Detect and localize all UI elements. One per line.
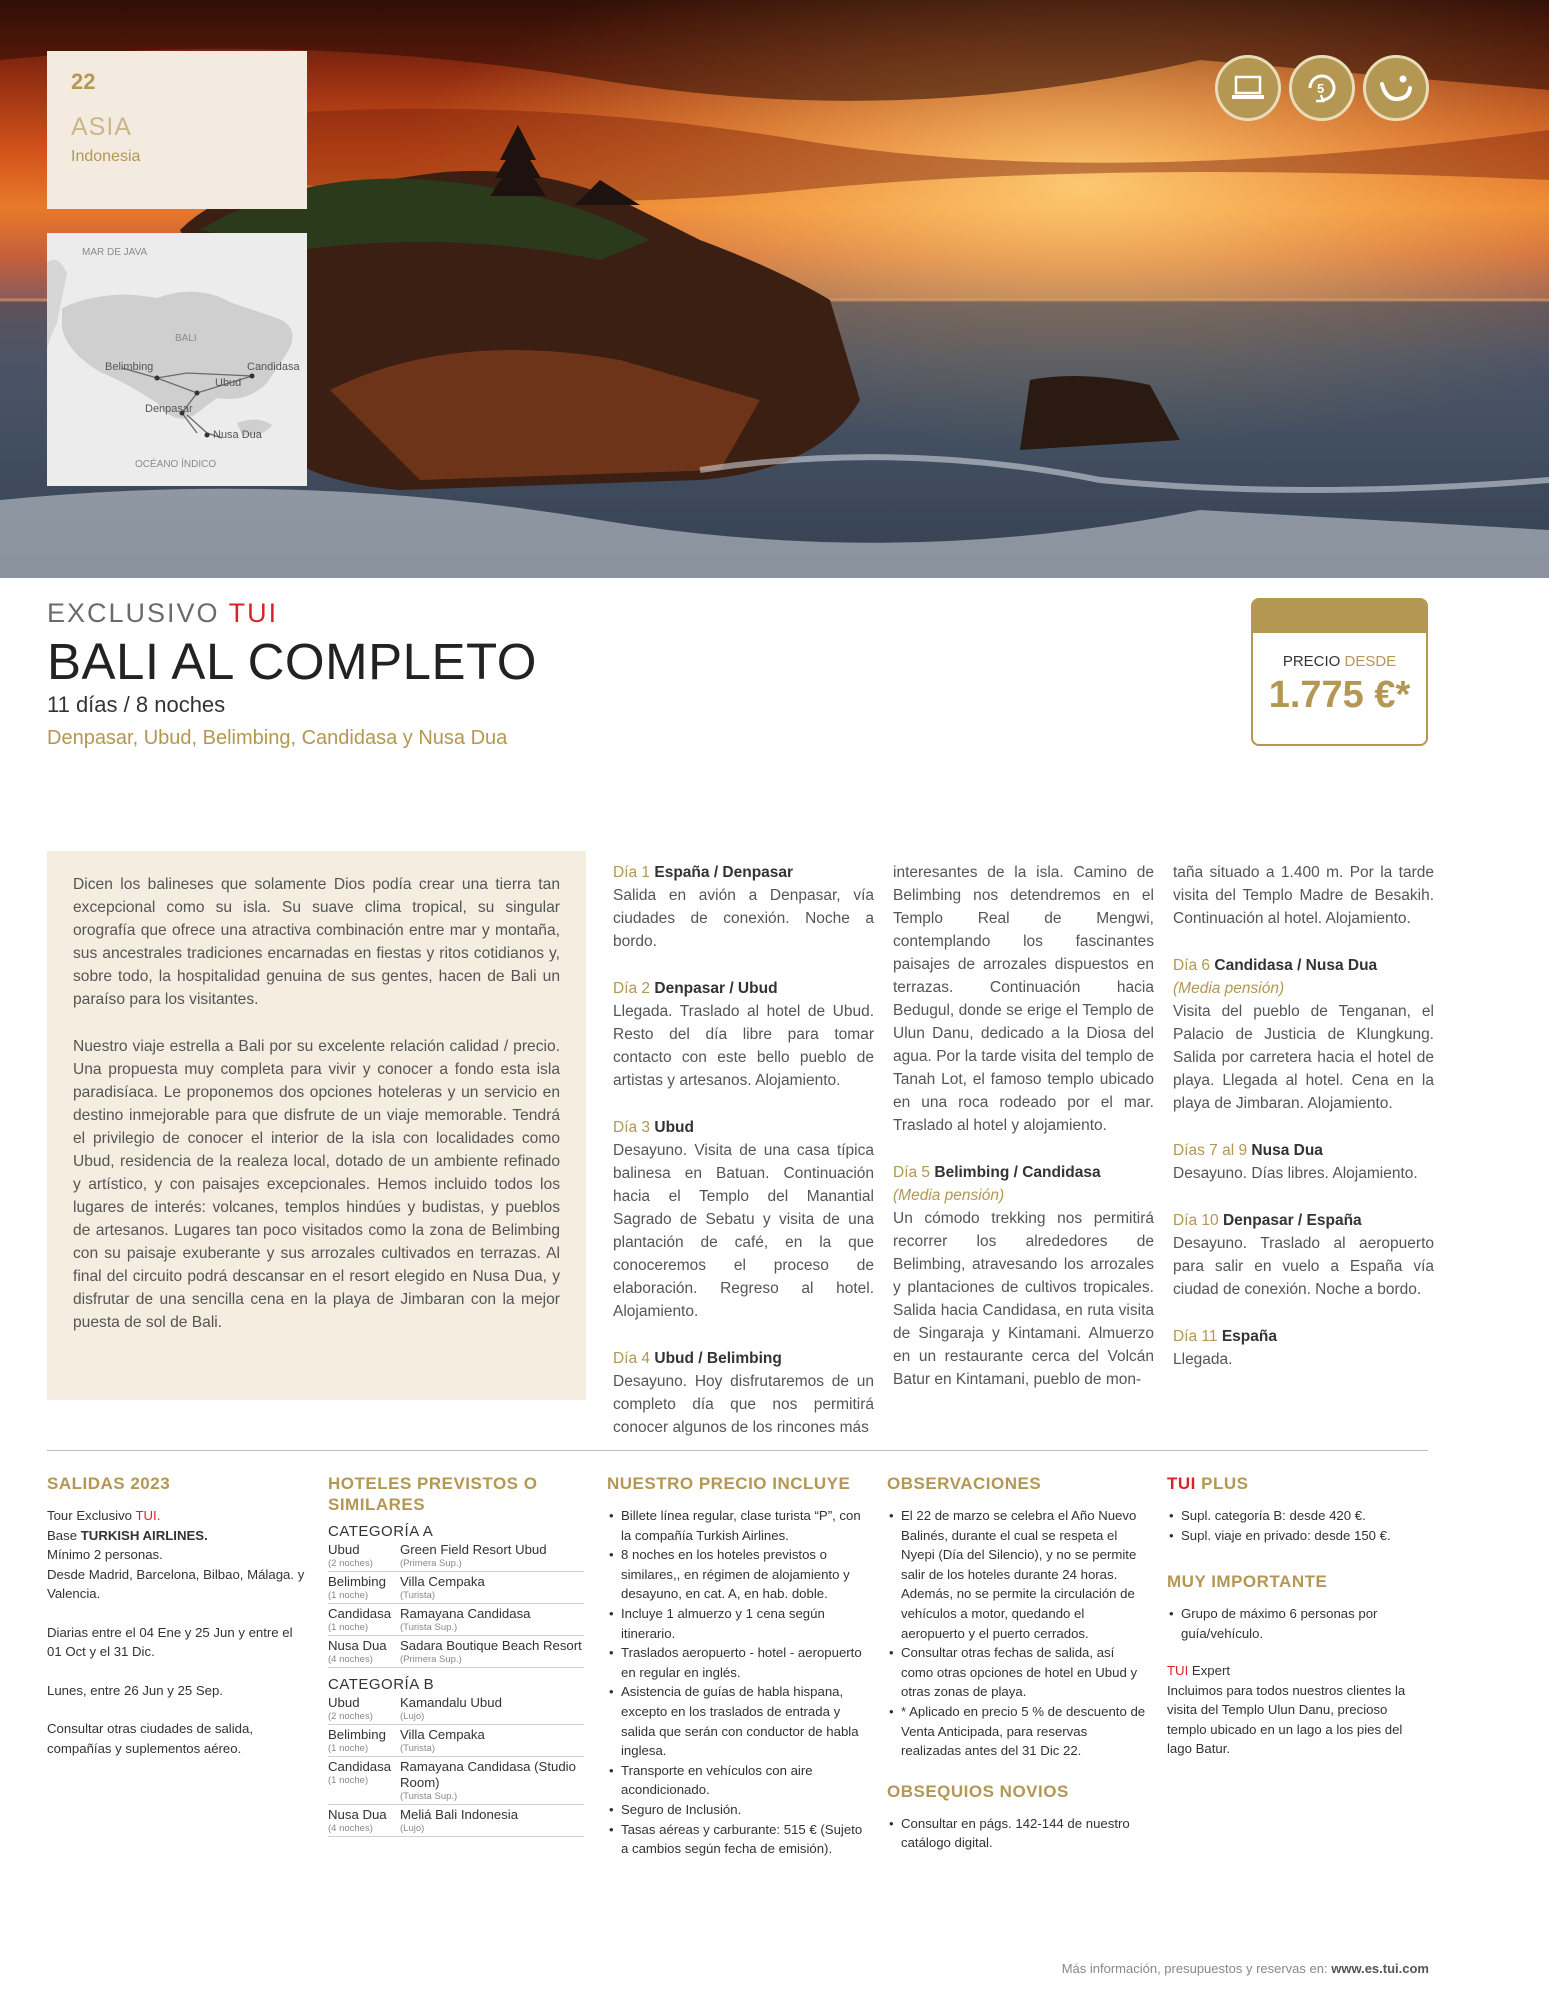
hotel-city: Nusa Dua — [328, 1638, 387, 1653]
price-box — [1251, 598, 1428, 746]
intro-paragraph: Nuestro viaje estrella a Bali por su excelente relación calidad / precio. Una propuesta muy completa para vivir y conocer a fondo esta isla paradisíaca. Le proponemos dos opciones hoteleras y un servicio en destino inmejorable para que disfrute de un viaje memorable. Tendrá el privilegio de conocer el interior de la isla con localidades como Ubud, residencia de la realeza local, dotado de un ambiente refinado y artístico, y con paisajes excepcionales. Hemos incluido todos los lugares de interés: volcanes, templos hindúes y budistas, y pueblos de artesanos. Lugares tan poco visitados como la zona de Belimbing con su paisaje exuberante y sus arrozales cultivados en terrazas. Al final del circuito podrá descansar en el resort elegido en Nusa Dua, y disfrutar de una sencilla cena en la playa de Jimbaran con la mejor puesta de sol de Bali. — [73, 1038, 560, 1331]
map-city-denpasar: Denpasar — [145, 403, 193, 415]
day-title: España — [1221, 1328, 1277, 1345]
day-11 — [1173, 1325, 1434, 1371]
list-item: • Transporte en vehículos con aire acondicionado. — [607, 1761, 867, 1800]
hotel-category: (Primera Sup.) — [400, 1654, 462, 1665]
hotel-nights: (1 noche) — [328, 1775, 369, 1786]
day-text: Desayuno. Hoy disfrutaremos de un completo día que nos permitirá conocer algunos de los rincones más — [613, 1373, 874, 1436]
base-line — [47, 1526, 309, 1546]
hotel-row — [328, 1606, 584, 1636]
day-title: Belimbing / Candidasa — [934, 1164, 1101, 1181]
hotel-name-cell — [400, 1727, 584, 1755]
hotel-row — [328, 1727, 584, 1757]
footer-link[interactable]: www.es.tui.com — [1331, 1961, 1429, 1976]
day-5 — [893, 1161, 1154, 1391]
price-band — [1253, 600, 1426, 633]
hotel-city: Candidasa — [328, 1759, 392, 1774]
hotel-name: Kamandalu Ubud — [400, 1695, 502, 1710]
day-title: Ubud — [654, 1119, 694, 1136]
day-1 — [613, 861, 874, 953]
observations-heading: OBSERVACIONES — [887, 1474, 1042, 1493]
price-label-main: PRECIO — [1282, 653, 1341, 670]
list-item: • Billete línea regular, clase turista “P”, con la compañía Turkish Airlines. — [607, 1506, 867, 1545]
hotel-city: Belimbing — [328, 1727, 386, 1742]
hotel-category: (Lujo) — [400, 1823, 425, 1834]
map-label-ocean: OCÉANO ÍNDICO — [135, 459, 217, 470]
hotel-category: (Turista) — [400, 1590, 436, 1601]
day-title: Candidasa / Nusa Dua — [1214, 957, 1378, 974]
country-label: Indonesia — [71, 148, 141, 165]
hotel-nights: (1 noche) — [328, 1743, 369, 1754]
day-text: Visita del pueblo de Tenganan, el Palacio de Justicia de Klungkung. Salida por carretera hacia el hotel de playa. Llegada al hotel. Cena en la playa de Jimbaran. Alojamiento. — [1173, 1003, 1434, 1112]
five-star-icon — [1289, 55, 1355, 121]
base-label: Base — [47, 1527, 78, 1543]
tui-expert-text: Incluimos para todos nuestros clientes la visita del Templo Ulun Danu, precioso templo ubicado en un lago a los pies del lago Batur. — [1167, 1682, 1406, 1757]
laptop-icon — [1215, 55, 1281, 121]
hotel-nights: (4 noches) — [328, 1654, 373, 1665]
list-item: • 8 noches en los hoteles previstos o similares,, en régimen de alojamiento y desayuno, en cat. A, en hab. doble. — [607, 1545, 867, 1604]
salidas-section — [47, 1473, 309, 1758]
bali-island-shape — [47, 233, 307, 486]
day-text: Desayuno. Traslado al aeropuerto para salir en vuelo a España vía ciudad de conexión. Noche a bordo. — [1173, 1235, 1434, 1298]
day-label: Día 4 — [613, 1350, 651, 1367]
honeymoon-heading: OBSEQUIOS NOVIOS — [887, 1781, 1069, 1801]
hotel-name: Meliá Bali Indonesia — [400, 1807, 519, 1822]
day-5-continued — [1173, 861, 1434, 930]
hotel-nights: (4 noches) — [328, 1823, 373, 1834]
day-label: Día 6 — [1173, 957, 1211, 974]
map-city-nusa-dua: Nusa Dua — [213, 429, 262, 441]
day-4 — [613, 1347, 874, 1439]
map-label-sea: MAR DE JAVA — [82, 247, 148, 258]
hotel-row — [328, 1807, 584, 1837]
hotel-city-cell — [328, 1727, 400, 1755]
day-label: Día 10 — [1173, 1212, 1219, 1229]
hotel-name-cell — [400, 1759, 584, 1803]
brand-tui: TUI — [1167, 1474, 1196, 1493]
intro-box — [47, 851, 586, 1400]
salidas-heading: SALIDAS 2023 — [47, 1474, 171, 1493]
day-label: Día 3 — [613, 1119, 651, 1136]
day-3 — [613, 1116, 874, 1323]
exclusive-label — [47, 598, 278, 629]
feature-icons — [1215, 55, 1429, 121]
section-divider — [47, 1450, 1428, 1451]
list-item: • El 22 de marzo se celebra el Año Nuevo Balinés, durante el cual se respeta el Nyepi (Día del Silencio), y no se permite salir de los hoteles durante 24 horas. Además, no se permite la circulación de vehículos a motor, quedando el aeropuerto y el puerto cerrados. — [887, 1506, 1149, 1643]
day-10 — [1173, 1209, 1434, 1301]
plus-list — [1167, 1506, 1429, 1545]
includes-section — [607, 1473, 867, 1859]
tui-expert-heading — [1167, 1661, 1429, 1681]
day-label: Días 7 al 9 — [1173, 1142, 1248, 1159]
hotel-row — [328, 1542, 584, 1572]
hotel-name-cell — [400, 1542, 584, 1570]
list-item: • Asistencia de guías de habla hispana, excepto en los traslados de entrada y salida que serán con conductor de habla inglesa. — [607, 1682, 867, 1760]
observations-section — [887, 1473, 1149, 1853]
hotel-city: Ubud — [328, 1542, 360, 1557]
hotel-nights: (1 noche) — [328, 1622, 369, 1633]
day-label: Día 1 — [613, 864, 651, 881]
hotel-name-cell — [400, 1574, 584, 1602]
hotel-city-cell — [328, 1695, 400, 1723]
category-b-hotels — [328, 1695, 584, 1837]
day-text: Llegada. Traslado al hotel de Ubud. Resto del día libre para tomar contacto con este bello pueblo de artistas y artesanos. Alojamiento. — [613, 1003, 874, 1089]
trip-route: Denpasar, Ubud, Belimbing, Candidasa y Nusa Dua — [47, 727, 508, 749]
hotel-city-cell — [328, 1807, 400, 1835]
hotel-city: Belimbing — [328, 1574, 386, 1589]
map-city-candidasa: Candidasa — [247, 361, 300, 373]
region-label: ASIA — [71, 113, 132, 141]
day-text: Salida en avión a Denpasar, vía ciudades de conexión. Noche a bordo. — [613, 887, 874, 950]
day-meal: (Media pensión) — [893, 1187, 1005, 1204]
list-item: • Supl. categoría B: desde 420 €. — [1167, 1506, 1429, 1526]
departure-dates: Diarias entre el 04 Ene y 25 Jun y entre el 01 Oct y el 31 Dic. — [47, 1624, 293, 1659]
hotel-city-cell — [328, 1574, 400, 1602]
day-title: Nusa Dua — [1251, 1142, 1323, 1159]
hotel-category: (Turista Sup.) — [400, 1622, 458, 1633]
departure-dates: Lunes, entre 26 Jun y 25 Sep. — [47, 1682, 223, 1698]
itinerary-column-3 — [1173, 861, 1434, 1395]
hotel-name-cell — [400, 1606, 584, 1634]
brand-tui: TUI — [1167, 1663, 1189, 1679]
category-a-label: CATEGORÍA A — [328, 1523, 434, 1540]
hotel-name: Villa Cempaka — [400, 1727, 485, 1742]
itinerary-column-1 — [613, 861, 874, 1463]
hotel-name: Ramayana Candidasa — [400, 1606, 531, 1621]
day-label: Día 11 — [1173, 1328, 1218, 1345]
hotel-city-cell — [328, 1542, 400, 1570]
hotel-category: (Primera Sup.) — [400, 1558, 462, 1569]
day-2 — [613, 977, 874, 1092]
hotel-category: (Turista) — [400, 1743, 436, 1754]
hotel-city-cell — [328, 1606, 400, 1634]
plus-label: PLUS — [1201, 1474, 1249, 1493]
hotels-section — [328, 1473, 584, 1839]
exclusive-prefix: EXCLUSIVO — [47, 598, 220, 628]
hotel-nights: (1 noche) — [328, 1590, 369, 1601]
list-item: • * Aplicado en precio 5 % de descuento de Venta Anticipada, para reservas realizadas antes del 31 Dic 22. — [887, 1702, 1149, 1761]
tour-text: Tour Exclusivo — [47, 1508, 133, 1523]
hotel-name: Villa Cempaka — [400, 1574, 485, 1589]
day-text: interesantes de la isla. Camino de Belimbing nos detendremos en el Templo Real de Mengwi, contemplando los fascinantes paisajes de arrozales dispuestos en terrazas. Continuación hacia Bedugul, donde se erige el Templo de Ulun Danu, dedicado a la Diosa del agua. Por la tarde visita del templo de Tanah Lot, el famoso templo ubicado en una roca rodeado por el mar. Traslado al hotel y alojamiento. — [893, 864, 1154, 1134]
hotel-row — [328, 1695, 584, 1725]
itinerary-column-2 — [893, 861, 1154, 1415]
map-label-island: BALI — [175, 333, 197, 344]
list-item: • Grupo de máximo 6 personas por guía/vehículo. — [1167, 1604, 1429, 1643]
hotel-name: Ramayana Candidasa (Studio Room) — [400, 1759, 576, 1790]
hotel-name: Sadara Boutique Beach Resort — [400, 1638, 582, 1653]
hotel-name-cell — [400, 1807, 584, 1835]
hotel-category: (Lujo) — [400, 1711, 425, 1722]
hotel-city: Ubud — [328, 1695, 360, 1710]
airline-name: TURKISH AIRLINES. — [80, 1527, 208, 1543]
hotel-nights: (2 noches) — [328, 1711, 373, 1722]
hotel-city: Nusa Dua — [328, 1807, 387, 1822]
expert-label: Expert — [1191, 1663, 1231, 1679]
category-b-label: CATEGORÍA B — [328, 1676, 435, 1693]
category-a-hotels — [328, 1542, 584, 1668]
list-item: • Consultar otras fechas de salida, así como otras opciones de hotel en Ubud y otras zonas de playa. — [887, 1643, 1149, 1702]
brand-tui: TUI — [228, 598, 279, 628]
tour-brand: TUI. — [135, 1508, 161, 1523]
trip-title: BALI AL COMPLETO — [47, 633, 537, 690]
footer-text: Más información, presupuestos y reservas en: — [1061, 1961, 1328, 1976]
day-title: España / Denpasar — [654, 864, 794, 881]
hotel-row — [328, 1759, 584, 1805]
tui-plus-heading — [1167, 1473, 1429, 1494]
important-list — [1167, 1604, 1429, 1643]
hotel-city-cell — [328, 1759, 400, 1803]
list-item: • Incluye 1 almuerzo y 1 cena según itinerario. — [607, 1604, 867, 1643]
map-city-belimbing: Belimbing — [105, 361, 154, 373]
price-label-desde: DESDE — [1344, 653, 1397, 670]
day-text: Un cómodo trekking nos permitirá recorrer los alrededores de Belimbing, atravesando los arrozales y plantaciones de cultivos tropicales. Salida hacia Candidasa, en ruta visita de Singaraja y Kintamani. Almuerzo en un restaurante cerca del Volcán Batur en Kintamani, pueblo de mon- — [893, 1210, 1154, 1388]
svg-text:5: 5 — [1317, 81, 1325, 96]
day-text: Desayuno. Visita de una casa típica balinesa en Batuan. Continuación hacia el Templo del Manantial Sagrado de Sebatu y visita de una plantación de café, en la que conoceremos el proceso de elaboración. Regreso al hotel. Alojamiento. — [613, 1142, 874, 1320]
day-title: Denpasar / España — [1222, 1212, 1362, 1229]
day-text: Llegada. — [1173, 1351, 1233, 1368]
salidas-note: Consultar otras ciudades de salida, compañías y suplementos aéreo. — [47, 1721, 253, 1756]
hotels-heading: HOTELES PREVISTOS O SIMILARES — [328, 1474, 538, 1514]
day-label: Día 5 — [893, 1164, 931, 1181]
price-amount: 1.775 €* — [1268, 674, 1411, 716]
includes-list — [607, 1506, 867, 1859]
important-heading: MUY IMPORTANTE — [1167, 1572, 1328, 1592]
day-6 — [1173, 954, 1434, 1115]
hotel-category: (Turista Sup.) — [400, 1791, 458, 1802]
minimum-people: Mínimo 2 personas. — [47, 1547, 163, 1562]
day-text: Desayuno. Días libres. Alojamiento. — [1173, 1165, 1418, 1182]
includes-heading: NUESTRO PRECIO INCLUYE — [607, 1474, 851, 1493]
hotel-city: Candidasa — [328, 1606, 392, 1621]
observations-list — [887, 1506, 1149, 1761]
departure-cities: Desde Madrid, Barcelona, Bilbao, Málaga. y Valencia. — [47, 1566, 305, 1601]
page-number: 22 — [71, 69, 96, 94]
hotel-nights: (2 noches) — [328, 1558, 373, 1569]
hotel-row — [328, 1574, 584, 1604]
day-title: Denpasar / Ubud — [654, 980, 778, 997]
list-item: • Supl. viaje en privado: desde 150 €. — [1167, 1526, 1429, 1546]
day-4-continued — [893, 861, 1154, 1137]
tui-smile-icon — [1363, 55, 1429, 121]
hotel-city-cell — [328, 1638, 400, 1666]
hotel-name-cell — [400, 1695, 584, 1723]
list-item: • Tasas aéreas y carburante: 515 € (Sujeto a cambios según fecha de emisión). — [607, 1820, 867, 1859]
tui-plus-section — [1167, 1473, 1429, 1759]
day-meal: (Media pensión) — [1173, 980, 1285, 997]
page-info-box — [47, 51, 307, 209]
intro-paragraph: Dicen los balineses que solamente Dios podía crear una tierra tan excepcional como su isla. Su suave clima tropical, su singular orografía que ofrece una atractiva combinación entre mar y montaña, sus ancestrales tradiciones encarnadas en fiestas y ritos cotidianos y, sobre todo, la hospitalidad genuina de sus gentes, hacen de Bali un paraíso para los visitantes. — [73, 876, 560, 1008]
list-item: • Seguro de Inclusión. — [607, 1800, 867, 1820]
trip-duration: 11 días / 8 noches — [47, 692, 226, 717]
route-map — [47, 233, 307, 486]
price-label — [1253, 653, 1426, 670]
hotel-name: Green Field Resort Ubud — [400, 1542, 547, 1557]
day-7-9 — [1173, 1139, 1434, 1185]
day-text: taña situado a 1.400 m. Por la tarde visita del Templo Madre de Besakih. Continuación al hotel. Alojamiento. — [1173, 864, 1434, 927]
hotel-row — [328, 1638, 584, 1668]
list-item: • Consultar en págs. 142-144 de nuestro catálogo digital. — [887, 1814, 1149, 1853]
list-item: • Traslados aeropuerto - hotel - aeropuerto en regular en inglés. — [607, 1643, 867, 1682]
tour-line — [47, 1506, 309, 1526]
footer — [1062, 1961, 1429, 1976]
map-city-ubud: Ubud — [215, 377, 242, 389]
day-title: Ubud / Belimbing — [654, 1350, 782, 1367]
hotel-name-cell — [400, 1638, 584, 1666]
day-label: Día 2 — [613, 980, 651, 997]
honeymoon-list — [887, 1814, 1149, 1853]
